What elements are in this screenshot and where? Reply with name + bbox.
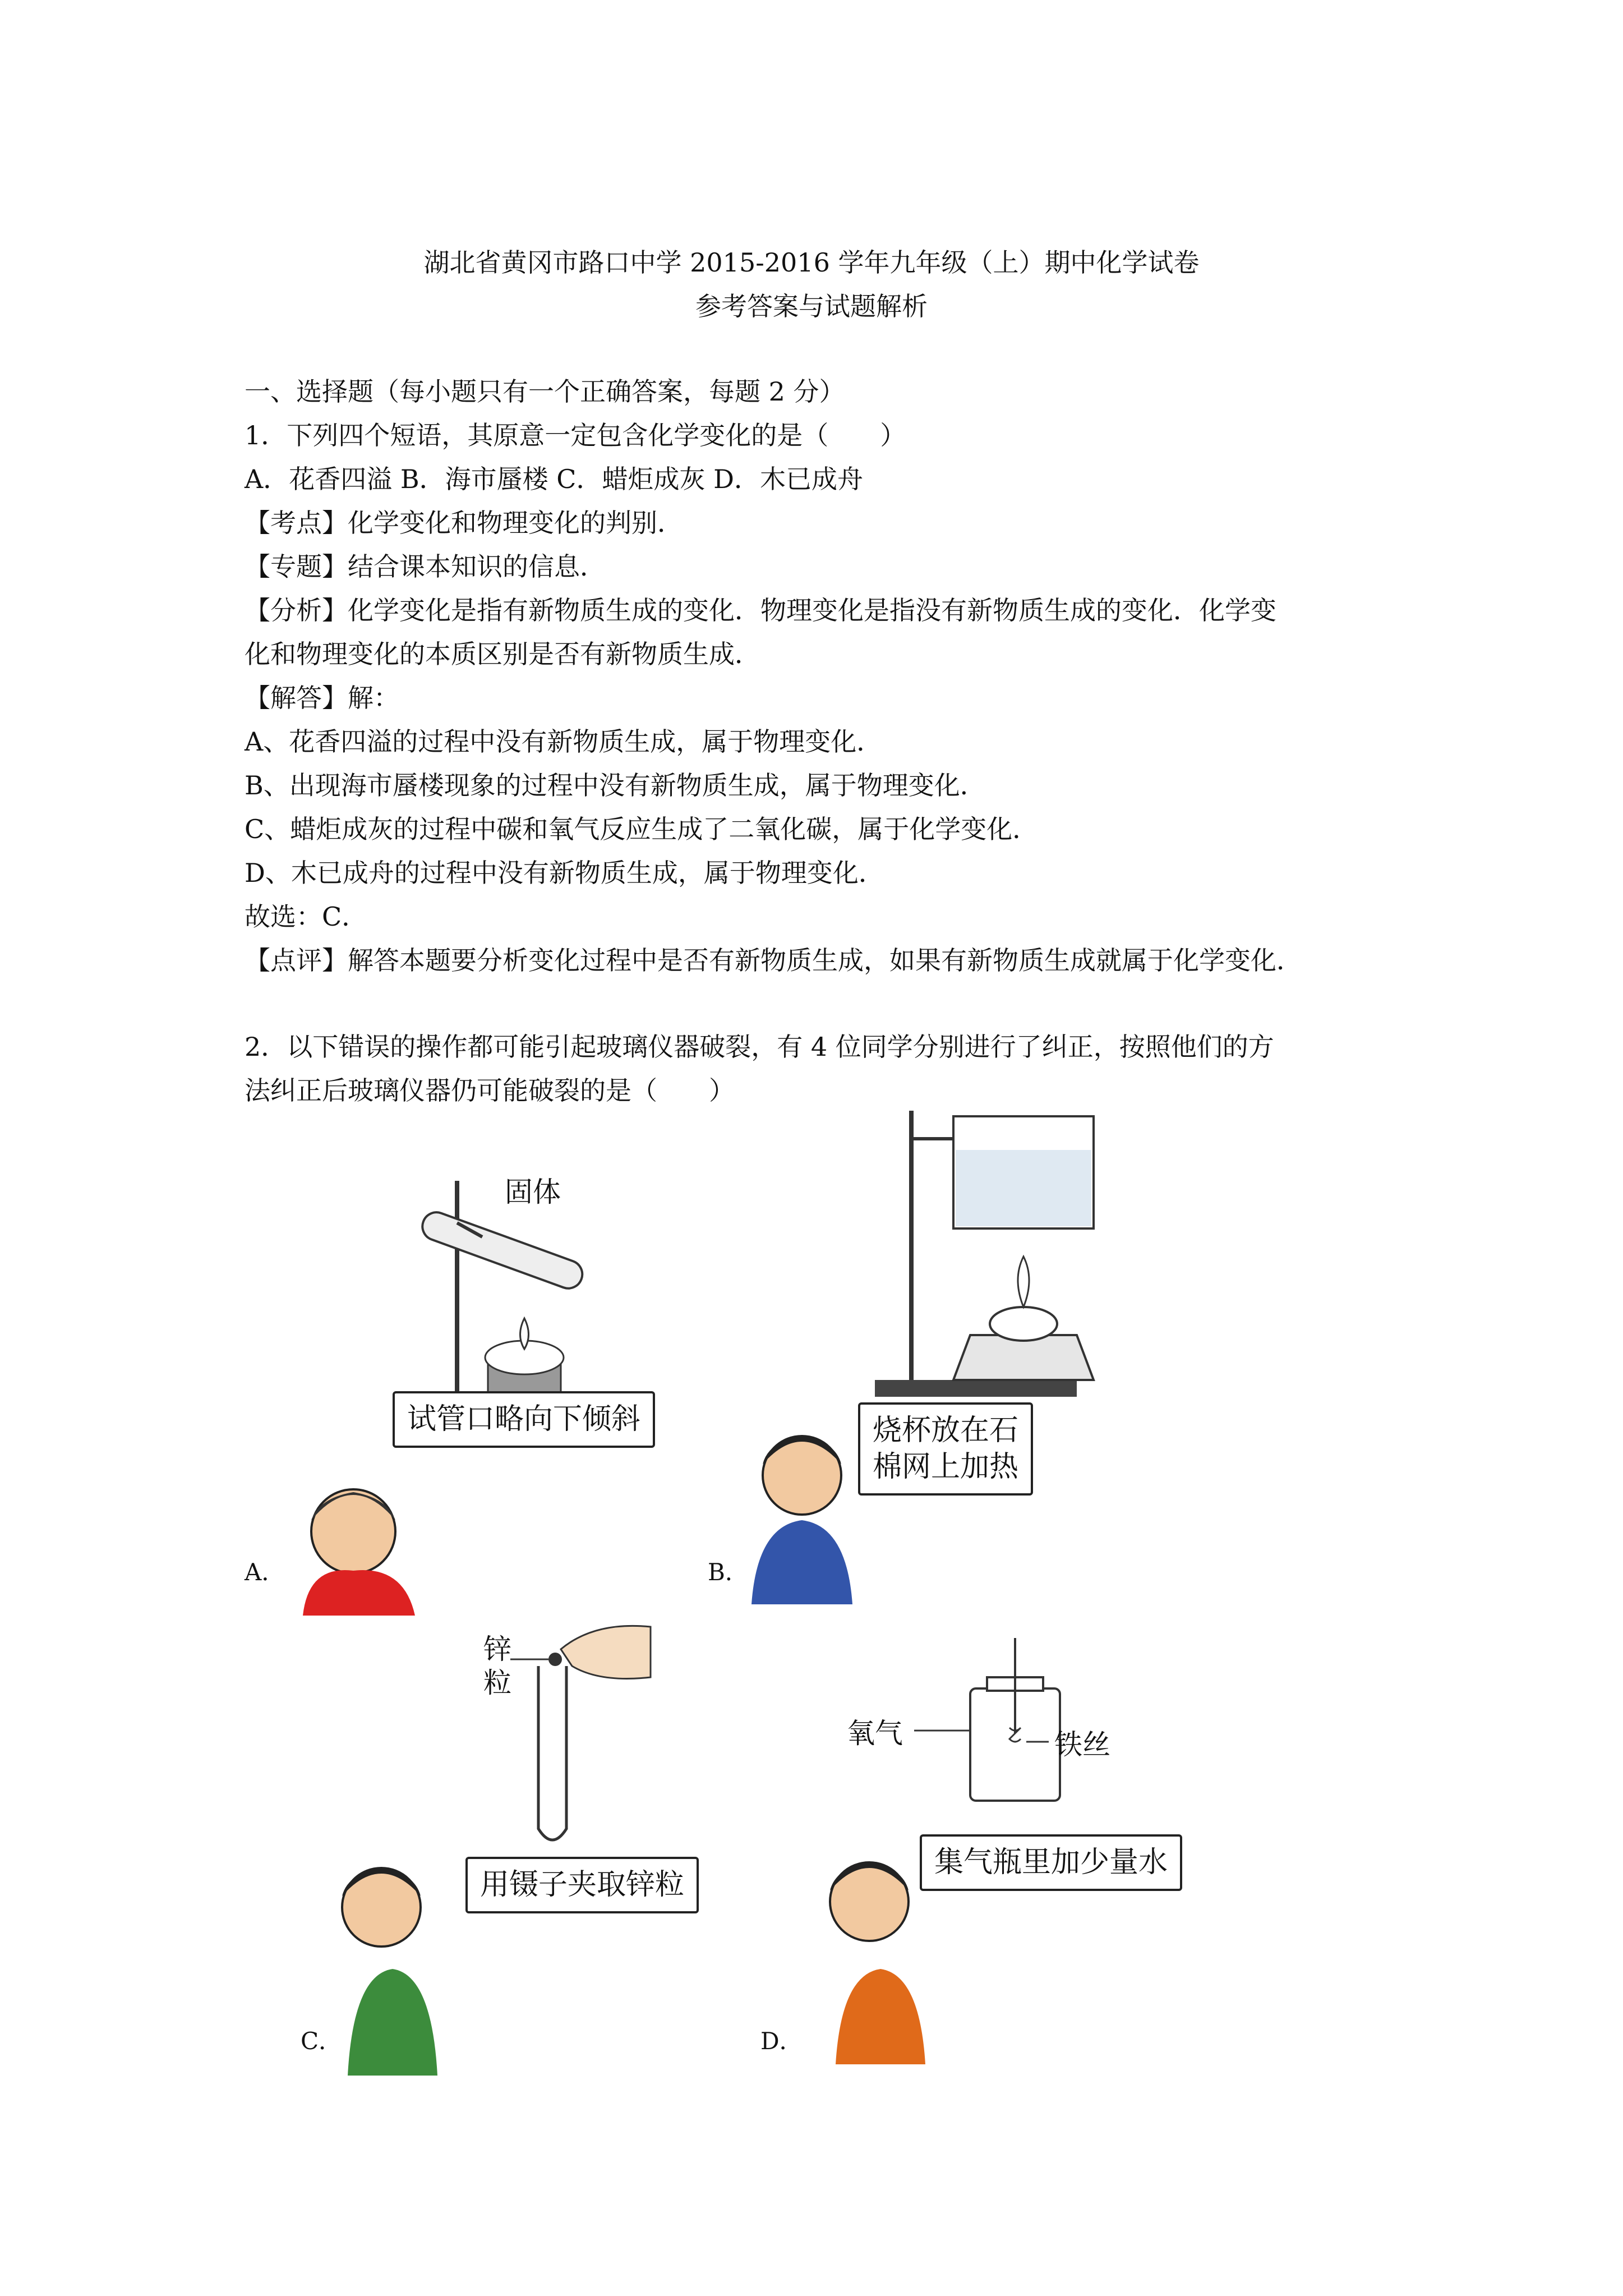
figure-d [802,1638,1228,2064]
figure-c-bubble: 用镊子夹取锌粒 [465,1857,699,1913]
figure-d-label: D． [760,2027,803,2055]
figure-a [241,1139,690,1616]
q1-jieda: 【解答】解： [245,683,399,713]
q1-analysis-a: A、花香四溢的过程中没有新物质生成，属于物理变化． [245,726,883,757]
q1-kaodian: 【考点】化学变化和物理变化的判别． [245,508,683,538]
figure-d-tag-iron-wire: 铁丝 [1054,1728,1110,1761]
q1-answer: 故选：C． [245,901,368,932]
q1-analysis-d: D、木已成舟的过程中没有新物质生成，属于物理变化． [245,858,884,888]
q1-stem: 1．下列四个短语，其原意一定包含化学变化的是（ ） [245,420,906,450]
q2-stem-1: 2．以下错误的操作都可能引起玻璃仪器破裂，有 4 位同学分别进行了纠正，按照他们的方 [245,1032,1274,1062]
test-tube-heating-illustration [241,1139,690,1616]
figure-c-tag-zinc-2: 粒 [483,1667,511,1699]
figure-d-bubble: 集气瓶里加少量水 [920,1834,1182,1891]
figure-b-bubble [858,1402,1033,1496]
figure-d-tag-oxygen: 氧气 [847,1717,903,1750]
q1-dianping: 【点评】解答本题要分析变化过程中是否有新物质生成，如果有新物质生成就属于化学变化． [245,945,1302,976]
figure-b-label: B． [708,1558,749,1586]
q1-analysis-c: C、蜡炬成灰的过程中碳和氧气反应生成了二氧化碳，属于化学变化． [245,814,1039,844]
q2-stem-2: 法纠正后玻璃仪器仍可能破裂的是（ ） [245,1075,735,1106]
figure-b-bubble-line-2: 棉网上加热 [873,1450,1019,1484]
figure-c-tag-zinc-1: 锌 [483,1633,511,1665]
q1-zhuanti: 【专题】结合课本知识的信息． [245,551,606,582]
figure-a-label: A． [245,1558,285,1586]
figure-a-bubble: 试管口略向下倾斜 [393,1391,655,1448]
page-subtitle: 参考答案与试题解析 [695,291,928,321]
figure-a-tag-solid: 固体 [505,1176,561,1208]
figure-b [729,1099,1150,1604]
page-title: 湖北省黄冈市路口中学 2015-2016 学年九年级（上）期中化学试卷 [423,247,1200,278]
q1-fenxi-2: 化和物理变化的本质区别是否有新物质生成． [245,639,760,669]
zinc-tube-illustration [336,1616,729,2076]
q1-options: A．花香四溢 B．海市蜃楼 C．蜡炬成灰 D．木已成舟 [245,464,863,494]
figure-c-label: C． [301,2027,343,2055]
q1-fenxi-1: 【分析】化学变化是指有新物质生成的变化．物理变化是指没有新物质生成的变化．化学变 [245,595,1276,625]
figure-b-bubble-line-1: 烧杯放在石 [873,1414,1019,1447]
section-heading: 一、选择题（每小题只有一个正确答案，每题 2 分） [245,376,845,407]
beaker-heating-illustration [729,1099,1150,1604]
q1-analysis-b: B、出现海市蜃楼现象的过程中没有新物质生成，属于物理变化． [245,770,986,800]
figure-c [336,1616,729,2076]
